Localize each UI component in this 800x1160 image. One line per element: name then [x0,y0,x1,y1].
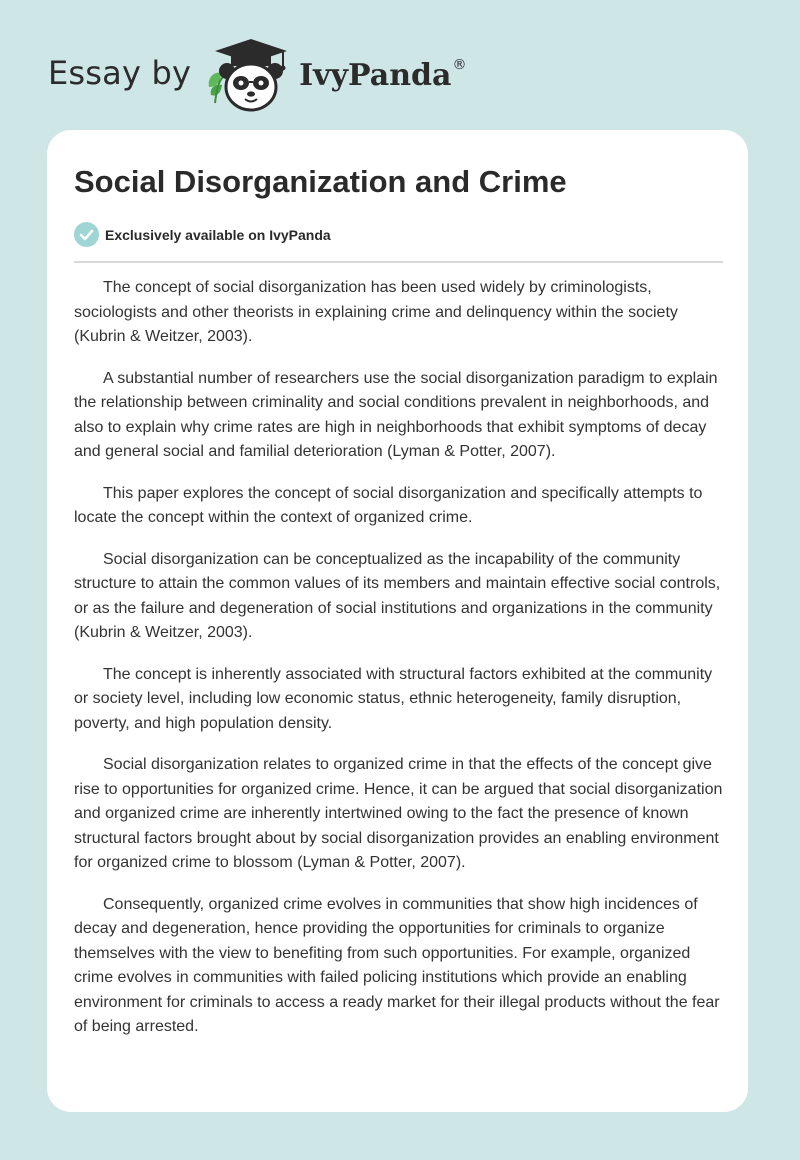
essay-body [74,276,724,1057]
paragraph: The concept of social disorganization has been used widely by criminologists, sociologists and other theorists in explaining crime and delinquency within the society (Kubrin & Weitzer, 2003). [74,279,678,345]
essay-card [47,130,748,1112]
exclusive-badge-label: Exclusively available on IvyPanda [105,226,331,243]
brand-name[interactable]: IvyPanda® [299,57,467,93]
paragraph: Consequently, organized crime evolves in communities that show high incidences of decay and degeneration, hence providing the opportunities for criminals to organize themselves with the view to benefiting from such opportunities. For example, organized crime evolves in communities with failed policing institutions which provide an enabling environment for criminals to access a ready market for their illegal products without the fear of being arrested. [74,895,720,1035]
paragraph: This paper explores the concept of social disorganization and specifically attempts to locate the concept within the context of organized crime. [74,484,703,526]
exclusive-badge [74,222,331,247]
paragraph: A substantial number of researchers use the social disorganization paradigm to explain the relationship between criminality and social conditions prevalent in neighborhoods, and also to explain why crime rates are high in neighborhoods that exhibit symptoms of decay and general social and familial deterioration (Lyman & Potter, 2007). [74,369,718,460]
essay-by-label: Essay by [48,54,192,92]
panda-logo-icon[interactable] [205,37,291,115]
check-circle-icon [74,222,99,247]
site-header [48,36,466,116]
page-title: Social Disorganization and Crime [74,164,567,199]
paragraph: Social disorganization can be conceptualized as the incapability of the community structure to attain the common values of its members and maintain effective social controls, or as the failure and degeneration of social institutions and organizations in the community (Kubrin & Weitzer, 2003). [74,550,721,641]
paragraph: Social disorganization relates to organized crime in that the effects of the concept give rise to opportunities for organized crime. Hence, it can be argued that social disorganization and organized crime are inherently intertwined owing to the fact the presence of known structural factors brought about by social disorganization provides an enabling environment for organized crime to blossom (Lyman & Potter, 2007). [74,756,723,871]
registered-mark: ® [452,57,467,73]
divider [74,261,723,263]
paragraph: The concept is inherently associated with structural factors exhibited at the community or society level, including low economic status, ethnic heterogeneity, family disruption, poverty, and high population density. [74,665,713,732]
